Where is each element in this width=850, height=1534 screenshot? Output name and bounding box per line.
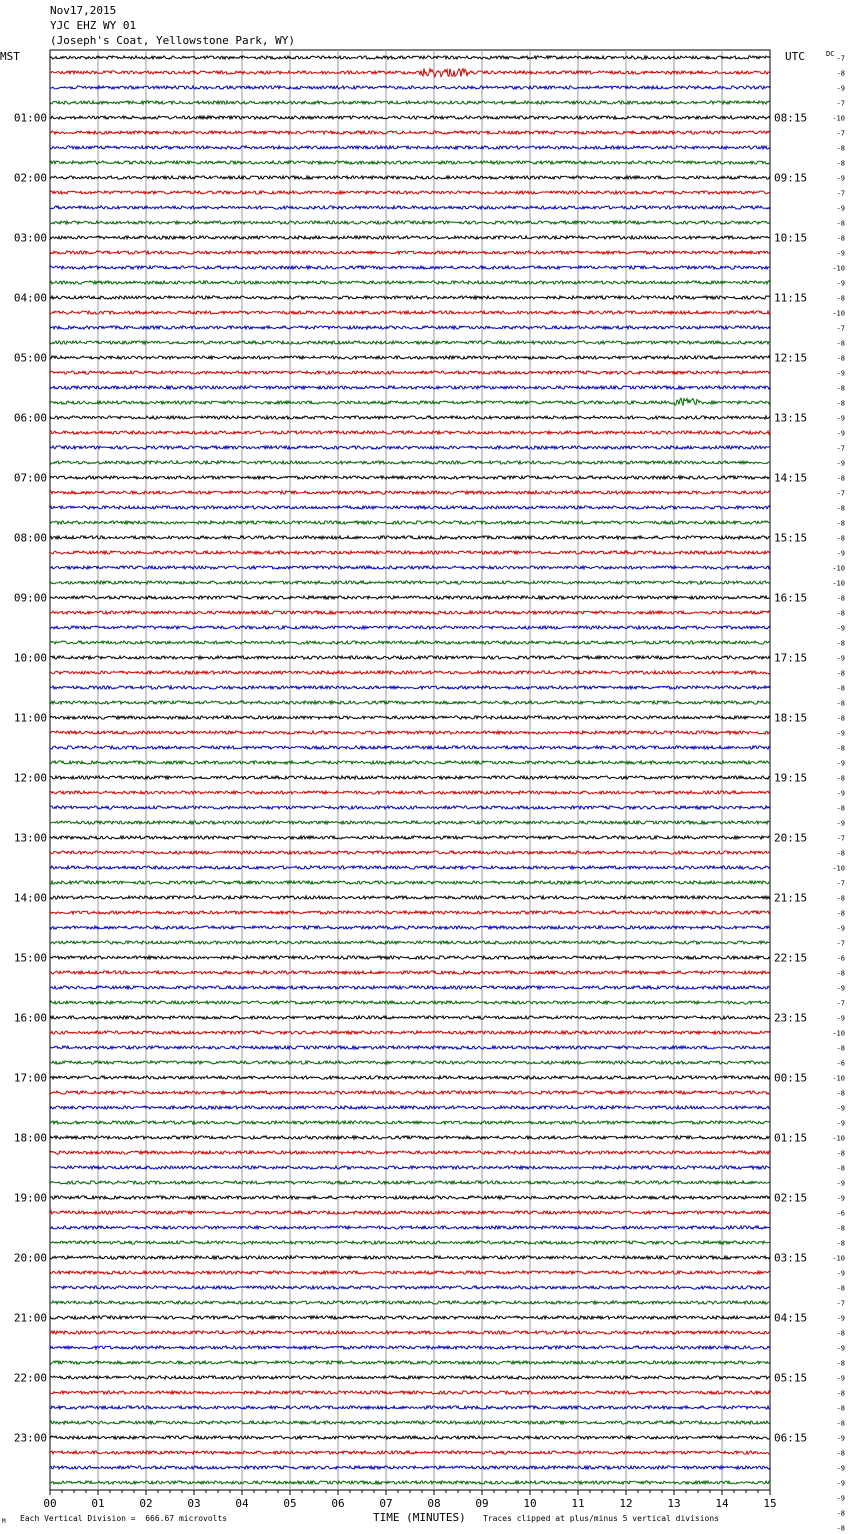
x-tick-label: 07: [379, 1497, 393, 1510]
trace-row-22: [50, 386, 770, 389]
trace-row-51: [50, 821, 770, 824]
trace-row-14: [50, 266, 770, 269]
dc-offset-label: -6: [836, 1059, 845, 1068]
trace-row-93: [50, 1451, 770, 1454]
trace-row-95: [50, 1481, 770, 1484]
right-hour-label: 13:15: [774, 411, 808, 425]
corner-mark: M: [2, 1518, 6, 1525]
dc-offset-label: -10: [832, 1254, 845, 1263]
left-hour-labels: [14, 112, 47, 1445]
trace-row-34: [50, 566, 770, 569]
dc-offset-label: -8: [836, 354, 845, 363]
right-timezone-label: UTC: [785, 50, 805, 63]
dc-offset-label: -9: [836, 1479, 845, 1488]
trace-row-92: [50, 1436, 770, 1439]
dc-offset-label: -8: [836, 969, 845, 978]
trace-row-94: [50, 1466, 770, 1469]
dc-offset-label: -8: [836, 384, 845, 393]
left-hour-label: 02:00: [13, 171, 47, 185]
trace-row-5: [50, 131, 770, 134]
trace-row-85: [50, 1331, 770, 1334]
x-tick-label: 10: [523, 1497, 537, 1510]
left-hour-label: 01:00: [13, 111, 47, 125]
right-hour-label: 08:15: [774, 111, 808, 125]
trace-row-55: [50, 881, 770, 884]
x-tick-label: 05: [283, 1497, 297, 1510]
right-hour-label: 02:15: [774, 1191, 808, 1205]
dc-offset-label: -8: [836, 339, 845, 348]
trace-row-89: [50, 1391, 770, 1394]
trace-row-40: [50, 656, 770, 659]
dc-offset-label: -8: [836, 399, 845, 408]
dc-offset-label: -10: [832, 114, 845, 123]
right-hour-label: 11:15: [774, 291, 808, 305]
dc-offset-label: -8: [836, 219, 845, 228]
dc-offset-label: -8: [836, 1419, 845, 1428]
trace-row-23: [50, 398, 770, 405]
trace-row-75: [50, 1181, 770, 1184]
trace-row-15: [50, 281, 770, 284]
trace-row-25: [50, 431, 770, 434]
x-tick-label: 00: [43, 1497, 57, 1510]
trace-row-47: [50, 761, 770, 764]
left-hour-label: 17:00: [13, 1071, 47, 1085]
x-axis-label: TIME (MINUTES): [373, 1511, 466, 1524]
left-hour-label: 09:00: [13, 591, 47, 605]
dc-offset-label: -8: [836, 1359, 845, 1368]
right-hour-label: 00:15: [774, 1071, 808, 1085]
trace-row-16: [50, 296, 770, 299]
x-tick-label: 13: [667, 1497, 681, 1510]
dc-offset-label: -10: [832, 309, 845, 318]
right-hour-label: 14:15: [774, 471, 808, 485]
dc-offset-label: -9: [836, 459, 845, 468]
dc-offset-label: -9: [836, 1179, 845, 1188]
dc-offset-label: -9: [836, 924, 845, 933]
trace-row-12: [50, 236, 770, 239]
trace-row-41: [50, 671, 770, 674]
trace-row-68: [50, 1076, 770, 1079]
trace-row-66: [50, 1046, 770, 1049]
x-tick-label: 01: [91, 1497, 105, 1510]
dc-offset-label: -8: [836, 744, 845, 753]
dc-offset-label: -9: [836, 729, 845, 738]
left-hour-label: 21:00: [13, 1311, 47, 1325]
trace-row-76: [50, 1196, 770, 1199]
trace-row-32: [50, 536, 770, 539]
trace-row-56: [50, 896, 770, 899]
dc-offset-label: -9: [836, 1119, 845, 1128]
trace-row-20: [50, 356, 770, 359]
dc-offset-label: -9: [836, 84, 845, 93]
trace-row-80: [50, 1256, 770, 1259]
left-hour-label: 14:00: [13, 891, 47, 905]
dc-offset-label: -9: [836, 429, 845, 438]
dc-offset-label: -8: [836, 1089, 845, 1098]
dc-offset-label: -8: [836, 1239, 845, 1248]
left-hour-label: 22:00: [13, 1371, 47, 1385]
left-hour-label: 11:00: [13, 711, 47, 725]
trace-row-39: [50, 641, 770, 644]
left-hour-label: 20:00: [13, 1251, 47, 1265]
dc-offset-label: -7: [836, 189, 845, 198]
dc-offset-label: -8: [836, 1389, 845, 1398]
dc-offset-label: -8: [836, 69, 845, 78]
trace-row-3: [50, 101, 770, 104]
left-hour-label: 19:00: [13, 1191, 47, 1205]
dc-offset-label: -9: [836, 1374, 845, 1383]
dc-offset-label: -8: [836, 594, 845, 603]
left-hour-label: 05:00: [13, 351, 47, 365]
trace-row-57: [50, 911, 770, 914]
right-hour-label: 15:15: [774, 531, 808, 545]
trace-row-72: [50, 1136, 770, 1139]
left-hour-label: 12:00: [13, 771, 47, 785]
left-hour-label: 16:00: [13, 1011, 47, 1025]
right-hour-label: 18:15: [774, 711, 808, 725]
x-tick-label: 14: [715, 1497, 729, 1510]
trace-row-86: [50, 1346, 770, 1349]
dc-offset-label: -9: [836, 1494, 845, 1503]
trace-row-4: [50, 116, 770, 119]
left-timezone-label: MST: [0, 50, 20, 63]
trace-row-2: [50, 86, 770, 89]
trace-row-1: [50, 68, 770, 76]
left-hour-label: 07:00: [13, 471, 47, 485]
station-location: (Joseph's Coat, Yellowstone Park, WY): [50, 34, 296, 47]
trace-row-38: [50, 626, 770, 629]
dc-offset-label: -8: [836, 699, 845, 708]
dc-offset-label: -9: [836, 624, 845, 633]
trace-row-61: [50, 971, 770, 974]
dc-offset-label: -10: [832, 1074, 845, 1083]
dc-offset-label: -8: [836, 1044, 845, 1053]
left-hour-label: 23:00: [13, 1431, 47, 1445]
dc-offset-label: -9: [836, 174, 845, 183]
x-axis: [43, 1490, 776, 1510]
dc-offset-label: -7: [836, 939, 845, 948]
dc-offset-label: -8: [836, 894, 845, 903]
trace-row-71: [50, 1121, 770, 1124]
dc-offset-label: -8: [836, 1509, 845, 1518]
left-hour-label: 10:00: [13, 651, 47, 665]
trace-row-35: [50, 581, 770, 584]
trace-row-67: [50, 1061, 770, 1064]
trace-row-52: [50, 836, 770, 839]
trace-row-42: [50, 686, 770, 689]
dc-offset-label: -8: [836, 849, 845, 858]
trace-row-78: [50, 1226, 770, 1229]
dc-offset-label: -7: [836, 444, 845, 453]
trace-row-69: [50, 1091, 770, 1094]
dc-offset-label: -8: [836, 1149, 845, 1158]
dc-offset-label: -8: [836, 1164, 845, 1173]
trace-row-45: [50, 731, 770, 734]
trace-row-64: [50, 1016, 770, 1019]
trace-row-70: [50, 1106, 770, 1109]
trace-row-50: [50, 806, 770, 809]
trace-row-53: [50, 851, 770, 854]
dc-offset-label: -7: [836, 999, 845, 1008]
dc-offset-label: -8: [836, 909, 845, 918]
right-hour-label: 01:15: [774, 1131, 808, 1145]
dc-offset-label: -7: [836, 129, 845, 138]
station-code: YJC EHZ WY 01: [50, 19, 137, 32]
dc-offset-label: -8: [836, 1284, 845, 1293]
dc-offset-label: -8: [836, 639, 845, 648]
right-hour-labels: [774, 112, 807, 1445]
dc-offset-label: -9: [836, 1434, 845, 1443]
dc-offset-label: -9: [836, 249, 845, 258]
x-tick-label: 08: [427, 1497, 441, 1510]
right-hour-label: 23:15: [774, 1011, 808, 1025]
dc-offset-label: -9: [836, 789, 845, 798]
x-tick-label: 06: [331, 1497, 345, 1510]
dc-offset-label: -8: [836, 1404, 845, 1413]
x-tick-label: 02: [139, 1497, 153, 1510]
dc-offset-label: -9: [836, 204, 845, 213]
trace-row-81: [50, 1271, 770, 1274]
vertical-scale-note: Each Vertical Division = 666.67 microvolts: [20, 1514, 228, 1523]
trace-row-26: [50, 446, 770, 449]
trace-row-8: [50, 176, 770, 179]
dc-offset-label: -9: [836, 984, 845, 993]
right-hour-label: 09:15: [774, 171, 808, 185]
trace-row-90: [50, 1406, 770, 1409]
trace-row-9: [50, 191, 770, 194]
dc-offset-label: -8: [836, 519, 845, 528]
dc-offset-label: -8: [836, 159, 845, 168]
dc-offset-label: -7: [836, 99, 845, 108]
trace-row-46: [50, 746, 770, 749]
right-hour-label: 04:15: [774, 1311, 808, 1325]
trace-row-63: [50, 1001, 770, 1004]
right-hour-label: 22:15: [774, 951, 808, 965]
x-tick-label: 09: [475, 1497, 489, 1510]
dc-offset-label: -9: [836, 414, 845, 423]
trace-row-43: [50, 701, 770, 704]
x-tick-label: 04: [235, 1497, 249, 1510]
dc-offset-label: -8: [836, 294, 845, 303]
dc-offset-label: -6: [836, 954, 845, 963]
right-hour-label: 20:15: [774, 831, 808, 845]
trace-row-13: [50, 251, 770, 254]
right-hour-label: 17:15: [774, 651, 808, 665]
dc-offset-label: -8: [836, 474, 845, 483]
right-hour-label: 12:15: [774, 351, 808, 365]
dc-offset-label: -8: [836, 504, 845, 513]
dc-offset-label: -9: [836, 1014, 845, 1023]
trace-row-91: [50, 1421, 770, 1424]
trace-row-11: [50, 221, 770, 224]
x-tick-label: 03: [187, 1497, 201, 1510]
dc-offset-label: -10: [832, 1029, 845, 1038]
dc-offset-label: -8: [836, 234, 845, 243]
dc-offset-label: -9: [836, 759, 845, 768]
trace-row-62: [50, 986, 770, 989]
dc-offset-label: -10: [832, 264, 845, 273]
trace-row-28: [50, 476, 770, 479]
dc-offset-label: -7: [836, 489, 845, 498]
plot-date: Nov17,2015: [50, 4, 117, 17]
trace-row-27: [50, 461, 770, 464]
trace-row-37: [50, 611, 770, 614]
dc-offset-label: -7: [836, 834, 845, 843]
clip-note: Traces clipped at plus/minus 5 vertical divisions: [483, 1514, 720, 1523]
dc-offset-label: -8: [836, 1224, 845, 1233]
trace-row-77: [50, 1211, 770, 1214]
trace-row-82: [50, 1286, 770, 1289]
dc-offset-label: -6: [836, 1209, 845, 1218]
trace-row-79: [50, 1241, 770, 1244]
dc-offset-label: -7: [836, 54, 845, 63]
left-hour-label: 03:00: [13, 231, 47, 245]
left-hour-label: 13:00: [13, 831, 47, 845]
left-hour-label: 06:00: [13, 411, 47, 425]
trace-row-74: [50, 1166, 770, 1169]
dc-offset-label: -9: [836, 279, 845, 288]
trace-row-54: [50, 866, 770, 869]
trace-row-58: [50, 926, 770, 929]
x-tick-label: 12: [619, 1497, 633, 1510]
dc-offset-label: -8: [836, 1449, 845, 1458]
dc-offset-label: -9: [836, 1269, 845, 1278]
trace-row-36: [50, 596, 770, 599]
dc-offset-labels: [826, 50, 845, 1534]
left-hour-label: 18:00: [13, 1131, 47, 1145]
trace-row-84: [50, 1316, 770, 1319]
dc-offset-label: -9: [836, 369, 845, 378]
trace-row-19: [50, 341, 770, 344]
trace-row-31: [50, 521, 770, 524]
dc-offset-label: -10: [832, 564, 845, 573]
dc-offset-label: -10: [832, 579, 845, 588]
trace-row-60: [50, 956, 770, 959]
trace-row-73: [50, 1151, 770, 1154]
right-hour-label: 10:15: [774, 231, 808, 245]
seismic-traces: [50, 56, 770, 1484]
trace-row-83: [50, 1301, 770, 1304]
trace-row-24: [50, 416, 770, 419]
right-hour-label: 05:15: [774, 1371, 808, 1385]
right-hour-label: 06:15: [774, 1431, 808, 1445]
dc-offset-label: -9: [836, 654, 845, 663]
dc-offset-label: -9: [836, 1194, 845, 1203]
x-tick-label: 11: [571, 1497, 585, 1510]
trace-row-0: [50, 56, 770, 59]
trace-row-7: [50, 161, 770, 164]
dc-offset-label: -9: [836, 1464, 845, 1473]
trace-row-18: [50, 326, 770, 329]
dc-offset-label: -8: [836, 534, 845, 543]
dc-offset-label: -8: [836, 804, 845, 813]
right-hour-label: 03:15: [774, 1251, 808, 1265]
dc-offset-label: -7: [836, 324, 845, 333]
right-hour-label: 16:15: [774, 591, 808, 605]
trace-row-88: [50, 1376, 770, 1379]
trace-row-49: [50, 791, 770, 794]
dc-offset-label: -8: [836, 684, 845, 693]
trace-row-29: [50, 491, 770, 494]
dc-offset-label: -8: [836, 714, 845, 723]
dc-offset-label: -9: [836, 1344, 845, 1353]
dc-offset-label: -7: [836, 879, 845, 888]
dc-offset-label: -9: [836, 549, 845, 558]
trace-row-10: [50, 206, 770, 209]
trace-row-48: [50, 776, 770, 779]
dc-offset-label: -8: [836, 144, 845, 153]
x-tick-label: 15: [763, 1497, 777, 1510]
right-hour-label: 19:15: [774, 771, 808, 785]
dc-offset-label: -8: [836, 609, 845, 618]
trace-row-6: [50, 146, 770, 149]
dc-offset-label: -9: [836, 1104, 845, 1113]
dc-offset-label: -8: [836, 1524, 845, 1533]
trace-row-33: [50, 551, 770, 554]
right-hour-label: 21:15: [774, 891, 808, 905]
dc-offset-label: -10: [832, 864, 845, 873]
dc-offset-label: -9: [836, 1314, 845, 1323]
dc-offset-label: -8: [836, 1329, 845, 1338]
trace-row-87: [50, 1361, 770, 1364]
dc-offset-label: -10: [832, 1134, 845, 1143]
dc-offset-label: -7: [836, 1299, 845, 1308]
left-hour-label: 15:00: [13, 951, 47, 965]
trace-row-59: [50, 941, 770, 944]
trace-row-21: [50, 371, 770, 374]
left-hour-label: 08:00: [13, 531, 47, 545]
trace-row-65: [50, 1031, 770, 1034]
trace-row-44: [50, 716, 770, 719]
left-hour-label: 04:00: [13, 291, 47, 305]
dc-offset-label: -8: [836, 669, 845, 678]
dc-offset-label: -8: [836, 774, 845, 783]
dc-offset-label: -9: [836, 819, 845, 828]
trace-row-30: [50, 506, 770, 509]
dc-header-label: DC: [826, 50, 835, 58]
trace-row-17: [50, 311, 770, 314]
